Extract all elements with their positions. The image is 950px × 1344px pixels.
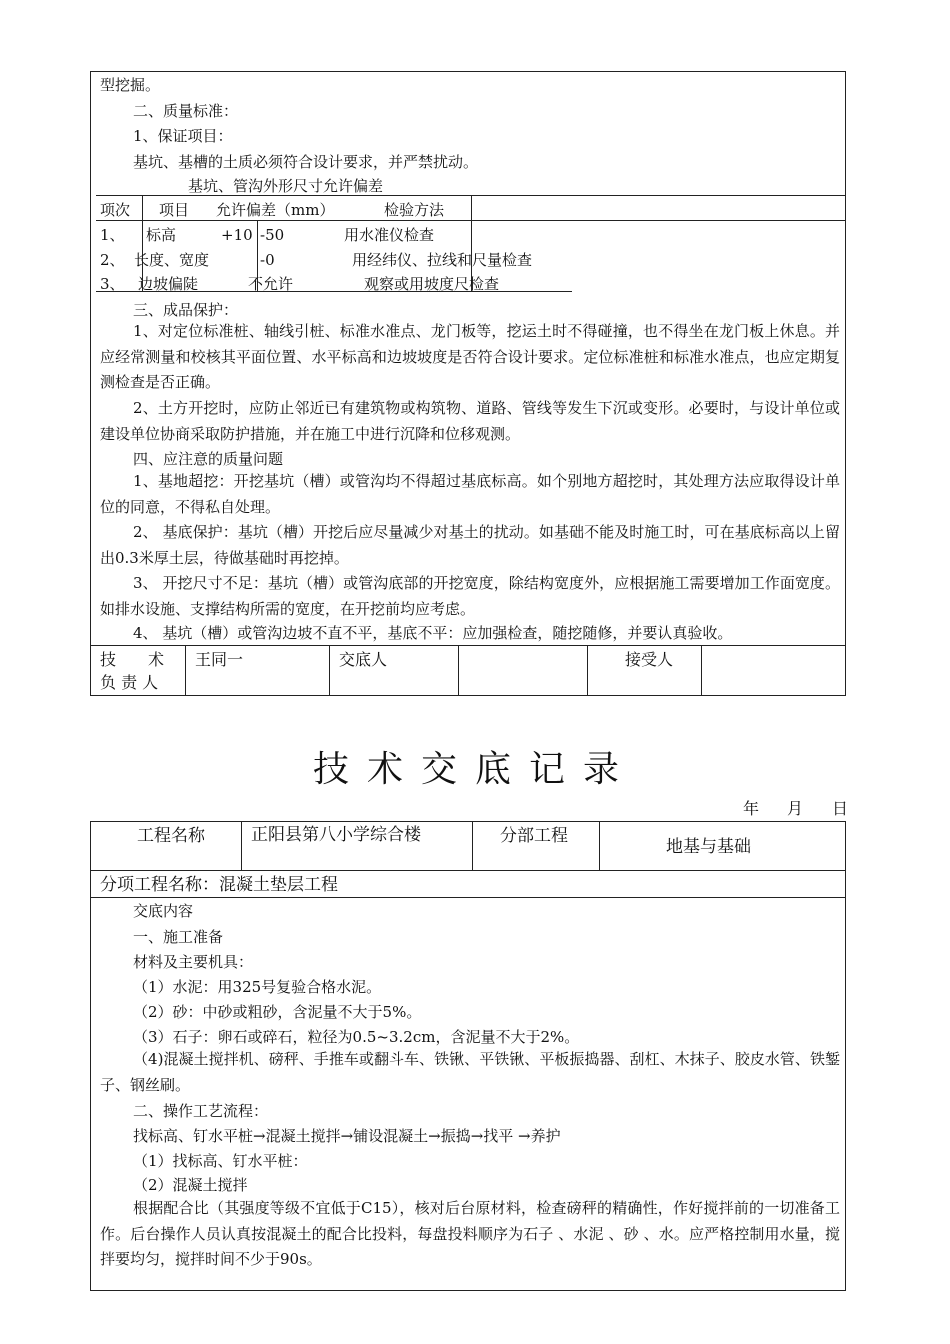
handover-label: 交底人 — [339, 650, 388, 669]
material-gravel: （3）石子：卵石或碎石，粒径为0.5~3.2cm，含泥量不大于2%。 — [133, 1028, 580, 1046]
doc-title: 技术交底记录 — [312, 749, 637, 790]
table-row-2-item: 长度、宽度 — [134, 251, 210, 269]
table-row-1-no: 1、 — [100, 226, 125, 244]
table-row-2-no: 2、 — [100, 251, 125, 269]
doc2-col-3 — [599, 821, 600, 870]
section-3-heading: 三、成品保护： — [133, 301, 239, 319]
doc2-col-1 — [241, 821, 242, 870]
prep-heading: 一、施工准备 — [133, 928, 224, 946]
table-row-3-tol-b: 不允许 — [248, 275, 294, 293]
table-row-2-tol-b: -0 — [260, 251, 275, 269]
signature-col-5 — [701, 645, 702, 696]
project-name-label: 工程名称 — [137, 826, 205, 846]
project-name-value: 正阳县第八小学综合楼 — [251, 825, 421, 845]
table-row-1-item: 标高 — [146, 226, 177, 244]
table-row-1-method: 用水准仪检查 — [344, 226, 435, 244]
doc2-header-line — [90, 870, 846, 871]
tech-lead-label-1: 技 术 — [100, 650, 165, 669]
process-heading: 二、操作工艺流程： — [133, 1102, 269, 1120]
doc2-subitem-line — [90, 897, 846, 898]
signature-col-4 — [587, 645, 588, 696]
process-step-1: （1）找标高、钉水平桩： — [133, 1152, 308, 1170]
doc1-line-1: 二、质量标准： — [133, 102, 239, 120]
table-header-no: 项次 — [100, 201, 131, 219]
doc1-line-2: 1、保证项目： — [133, 127, 233, 145]
tech-lead-label-2: 负 责 人 — [100, 673, 159, 692]
date-month: 月 — [787, 799, 804, 818]
tolerance-table-title: 基坑、管沟外形尺寸允许偏差 — [188, 177, 384, 195]
signature-row-line — [90, 645, 846, 646]
signature-col-1 — [185, 645, 186, 696]
receiver-label: 接受人 — [625, 650, 674, 669]
table-header-item: 项目 — [159, 201, 190, 219]
section-3-para-2: 2、土方开挖时，应防止邻近已有建筑物或构筑物、道路、管线等发生下沉或变形。必要时，与设计单位或建设单位协商采取防护措施，并在施工中进行沉降和位移观测。 — [100, 399, 840, 443]
tech-lead-name: 王同一 — [195, 650, 244, 669]
division-value: 地基与基础 — [666, 837, 751, 857]
material-cement: （1）水泥：用325号复验合格水泥。 — [133, 978, 382, 996]
table-header-tolerance: 允许偏差（mm） — [216, 201, 335, 219]
section-4-para-2: 2、 基底保护：基坑（槽）开挖后应尽量减少对基土的扰动。如基础不能及时施工时，可在基底标高以上留出0.3米厚土层，待做基础时再挖掉。 — [100, 523, 840, 567]
material-tools: （4)混凝土搅拌机、磅秤、手推车或翻斗车、铁锹、平铁锹、平板振捣器、刮杠、木抹子、胶皮水管、铁錾子、钢丝刷。 — [100, 1050, 840, 1094]
signature-col-2 — [329, 645, 330, 696]
doc1-line-0: 型挖掘。 — [100, 76, 161, 94]
section-4-para-1: 1、基地超挖：开挖基坑（槽）或管沟均不得超过基底标高。如个别地方超挖时，其处理方法应取得设计单位的同意，不得私自处理。 — [100, 472, 840, 516]
content-heading: 交底内容 — [133, 902, 194, 920]
table-row-3-no: 3、 — [100, 275, 125, 293]
mix-paragraph: 根据配合比（其强度等级不宜低于C15），核对后台原材料，检查磅秤的精确性，作好搅拌前的一切准备工作。后台操作人员认真按混凝土的配合比投料，每盘投料顺序为石子 、水泥 、砂 、水。应严格控制用水量，搅拌要均匀，搅拌时间不少于90s。 — [100, 1199, 840, 1268]
table-header-method: 检验方法 — [384, 201, 445, 219]
date-year: 年 — [743, 799, 760, 818]
table-row-3-item: 边坡偏陡 — [138, 275, 199, 293]
table-row-2-method: 用经纬仪、拉线和尺量检查 — [352, 251, 533, 269]
division-label: 分部工程 — [500, 826, 568, 846]
date-day: 日 — [832, 799, 849, 818]
process-step-2: （2）混凝土搅拌 — [133, 1176, 248, 1194]
doc1-line-3: 基坑、基槽的土质必须符合设计要求，并严禁扰动。 — [133, 153, 479, 171]
table-row-3-method: 观察或用坡度尺检查 — [364, 275, 500, 293]
section-4-para-4: 4、 基坑（槽）或管沟边坡不直不平，基底不平：应加强检查，随挖随修，并要认真验收。 — [133, 624, 733, 642]
section-3-para-1: 1、对定位标准桩、轴线引桩、标准水准点、龙门板等，挖运土时不得碰撞，也不得坐在龙门板上休息。并应经常测量和校核其平面位置、水平标高和边坡坡度是否符合设计要求。定位标准桩和标准水准点，也应定期复测检查是否正确。 — [100, 322, 840, 391]
signature-col-3 — [458, 645, 459, 696]
material-sand: （2）砂：中砂或粗砂，含泥量不大于5%。 — [133, 1003, 422, 1021]
materials-heading: 材料及主要机具： — [133, 953, 254, 971]
table-row-1-tol-b: -50 — [260, 226, 285, 244]
section-4-para-3: 3、 开挖尺寸不足：基坑（槽）或管沟底部的开挖宽度，除结构宽度外，应根据施工需要增加工作面宽度。如排水设施、支撑结构所需的宽度，在开挖前均应考虑。 — [100, 574, 840, 618]
doc2-col-2 — [472, 821, 473, 870]
section-4-heading: 四、应注意的质量问题 — [133, 450, 284, 468]
process-flow: 找标高、钉水平桩→混凝土搅拌→铺设混凝土→振捣→找平 →养护 — [133, 1127, 561, 1145]
table-row-1-tol-a: +10 — [221, 226, 253, 244]
subitem-name: 分项工程名称：混凝土垫层工程 — [100, 875, 338, 895]
